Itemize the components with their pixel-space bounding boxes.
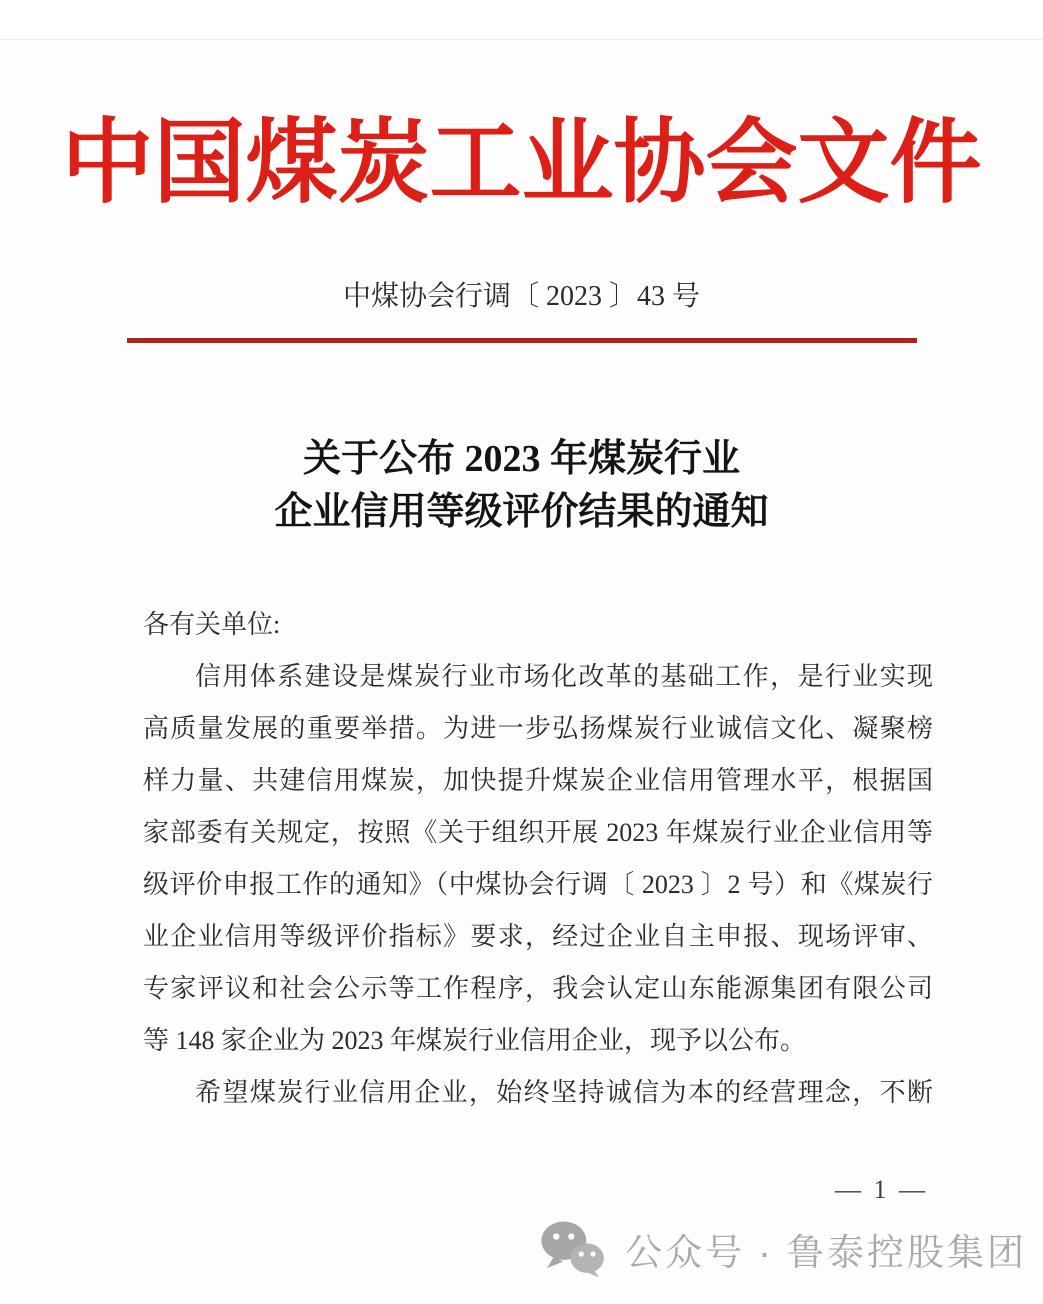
document-title bbox=[0, 433, 1043, 539]
body-line: 级评价申报工作的通知》（中煤协会行调〔 2023 〕2 号）和《煤炭行 bbox=[143, 870, 933, 899]
body-line: 各有关单位: bbox=[143, 610, 281, 639]
body-line: 希望煤炭行业信用企业，始终坚持诚信为本的经营理念，不断 bbox=[195, 1078, 933, 1107]
footer-account-text: 公众号 · 鲁泰控股集团 bbox=[625, 1232, 1027, 1273]
footer bbox=[0, 1219, 1043, 1279]
document-title-line1: 关于公布 2023 年煤炭行业 bbox=[302, 438, 740, 480]
body-line: 信用体系建设是煤炭行业市场化改革的基础工作，是行业实现 bbox=[195, 662, 933, 691]
body-line: 家部委有关规定，按照《关于组织开展 2023 年煤炭行业企业信用等 bbox=[143, 818, 933, 847]
red-rule bbox=[127, 338, 917, 343]
top-divider bbox=[0, 0, 1043, 40]
body-line: 业企业信用等级评价指标》要求，经过企业自主申报、现场评审、 bbox=[143, 922, 933, 951]
body-line: 高质量发展的重要举措。为进一步弘扬煤炭行业诚信文化、凝聚榜 bbox=[143, 714, 933, 743]
document-number: 中煤协会行调〔 2023 〕43 号 bbox=[342, 281, 700, 312]
document-title-line2: 企业信用等级评价结果的通知 bbox=[274, 491, 769, 533]
body-line: 专家评议和社会公示等工作程序，我会认定山东能源集团有限公司 bbox=[143, 974, 933, 1003]
body-line: 样力量、共建信用煤炭，加快提升煤炭企业信用管理水平，根据国 bbox=[143, 766, 933, 795]
masthead-title: 中国煤炭工业协会文件 bbox=[61, 112, 982, 214]
body-line: 等 148 家企业为 2023 年煤炭行业信用企业，现予以公布。 bbox=[143, 1026, 807, 1055]
page-number: — 1 — bbox=[835, 1175, 928, 1204]
body-text bbox=[143, 599, 933, 1119]
wechat-icon bbox=[539, 1219, 607, 1279]
